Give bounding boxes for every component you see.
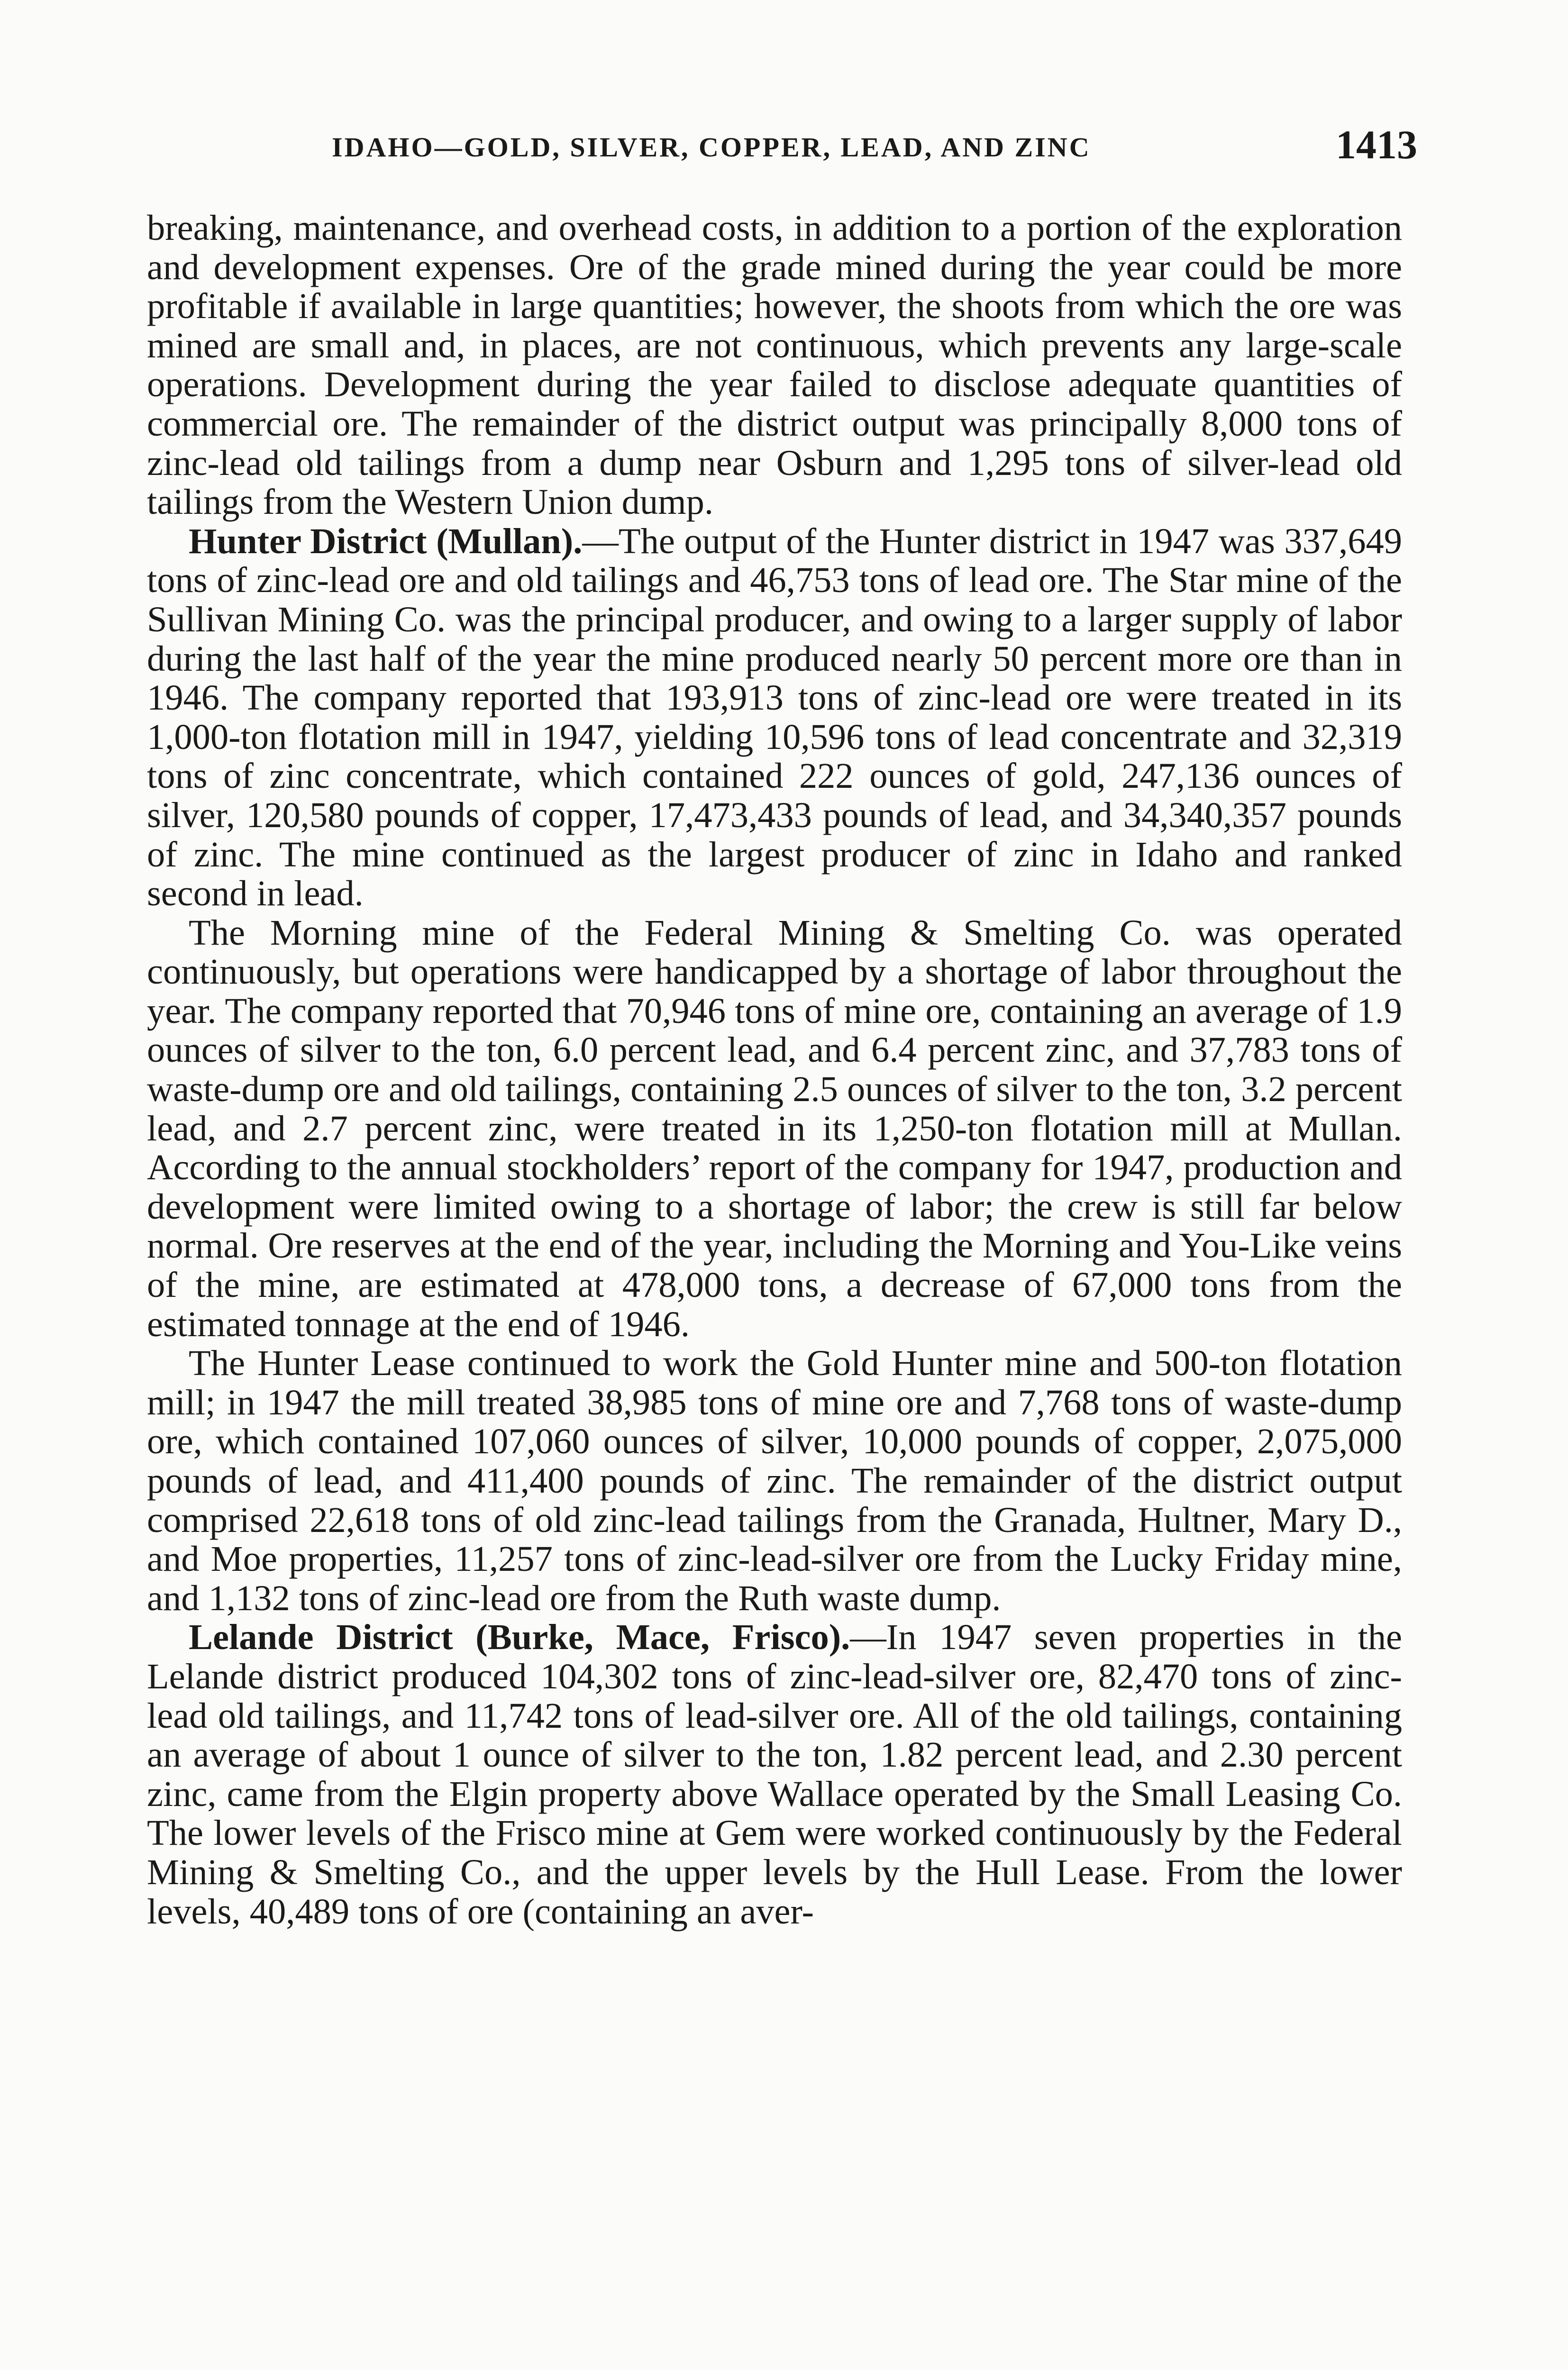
paragraph-text: The Hunter Lease continued to work the Gold Hunter mine and 500-ton flotation mill; in 1947 the mill treated 38,985 tons of mine ore and 7,768 tons of waste-dump ore, which contained 107,060 ounces of silver, 10,000 pounds of copper, 2,075,000 pounds of lead, and 411,400 pounds of zinc. The remainder of the district output comprised 22,618 tons of old zinc-lead tailings from the Granada, Hultner, Mary D., and Moe properties, 11,257 tons of zinc-lead-silver ore from the Lucky Friday mine, and 1,132 tons of zinc-lead ore from the Ruth waste dump.: [147, 1343, 1402, 1618]
district-heading: Hunter District (Mullan).: [189, 520, 583, 561]
body-text: [147, 209, 1402, 1931]
paragraph-lelande-district: [147, 1618, 1402, 1931]
running-head: [147, 121, 1417, 173]
paragraph-continuation: [147, 209, 1402, 522]
page-number: 1413: [1336, 122, 1417, 167]
paragraph-text: The Morning mine of the Federal Mining & Smelting Co. was operated continuously, but operations were handicapped by a shortage of labor throughout the year. The company reported that 70,946 tons of mine ore, containing an average of 1.9 ounces of silver to the ton, 6.0 percent lead, and 6.4 percent zinc, and 37,783 tons of waste-dump ore and old tailings, containing 2.5 ounces of silver to the ton, 3.2 percent lead, and 2.7 percent zinc, were treated in its 1,250-ton flotation mill at Mullan. According to the annual stockholders’ report of the company for 1947, production and development were limited owing to a shortage of labor; the crew is still far below normal. Ore reserves at the end of the year, including the Morning and You-Like veins of the mine, are estimated at 478,000 tons, a decrease of 67,000 tons from the estimated tonnage at the end of 1946.: [147, 912, 1402, 1344]
paragraph-text: —The output of the Hunter district in 1947 was 337,649 tons of zinc-lead ore and old tailings and 46,753 tons of lead ore. The Star mine of the Sullivan Mining Co. was the principal producer, and owing to a larger supply of labor during the last half of the year the mine produced nearly 50 percent more ore than in 1946. The company reported that 193,913 tons of zinc-lead ore were treated in its 1,000-ton flotation mill in 1947, yielding 10,596 tons of lead concentrate and 32,319 tons of zinc concentrate, which contained 222 ounces of gold, 247,136 ounces of silver, 120,580 pounds of copper, 17,473,433 pounds of lead, and 34,340,357 pounds of zinc. The mine continued as the largest producer of zinc in Idaho and ranked second in lead.: [147, 520, 1402, 914]
running-title: IDAHO—GOLD, SILVER, COPPER, LEAD, AND ZINC: [332, 132, 1091, 163]
paragraph-hunter-lease: [147, 1344, 1402, 1618]
paragraph-hunter-district: [147, 522, 1402, 913]
district-heading: Lelande District (Burke, Mace, Frisco).: [189, 1617, 850, 1658]
paragraph-text: —In 1947 seven properties in the Lelande district produced 104,302 tons of zinc-lead-silver ore, 82,470 tons of zinc-lead old tailings, and 11,742 tons of lead-silver ore. All of the old tailings, containing an average of about 1 ounce of silver to the ton, 1.82 percent lead, and 2.30 percent zinc, came from the Elgin property above Wallace operated by the Small Leasing Co. The lower levels of the Frisco mine at Gem were worked continuously by the Federal Mining & Smelting Co., and the upper levels by the Hull Lease. From the lower levels, 40,489 tons of ore (containing an aver-: [147, 1617, 1402, 1932]
paragraph-text: breaking, maintenance, and overhead costs, in addition to a portion of the exploration and development expenses. Ore of the grade mined during the year could be more profitable if available in large quantities; however, the shoots from which the ore was mined are small and, in places, are not continuous, which prevents any large-scale operations. Development during the year failed to disclose adequate quantities of commercial ore. The remainder of the district output was principally 8,000 tons of zinc-lead old tailings from a dump near Osburn and 1,295 tons of silver-lead old tailings from the Western Union dump.: [147, 208, 1402, 522]
paragraph-morning-mine: [147, 913, 1402, 1344]
